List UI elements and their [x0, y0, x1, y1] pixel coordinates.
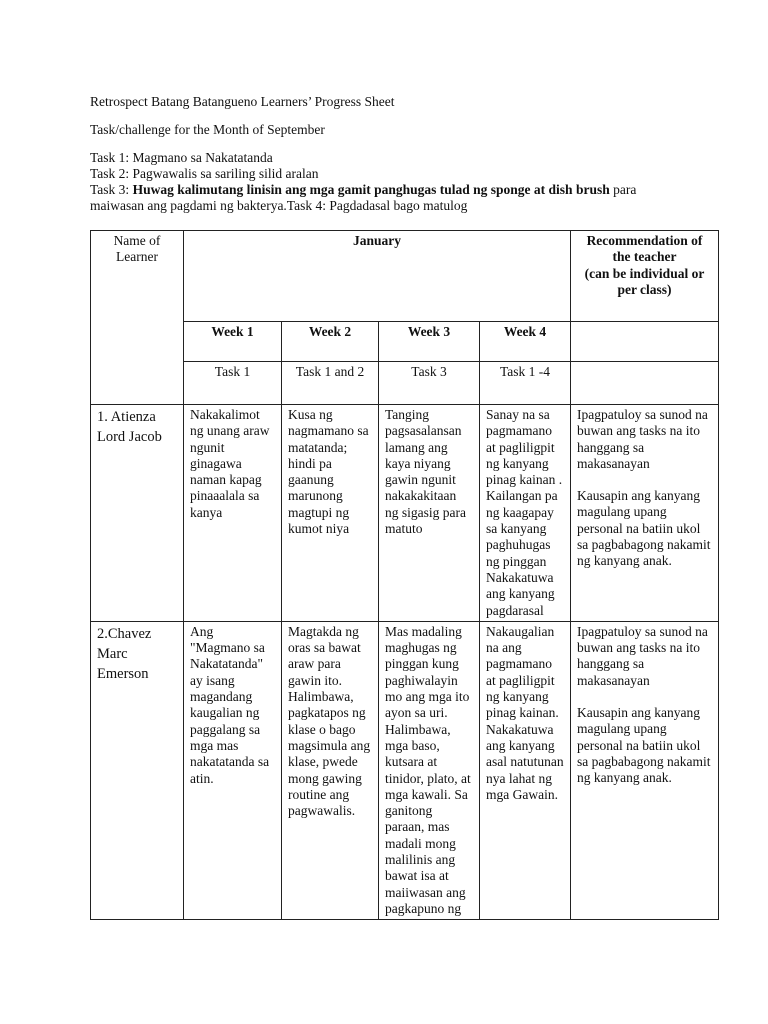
- week-1-task: Task 1: [184, 362, 282, 405]
- task-3-line: [90, 182, 636, 198]
- document-subtitle: Task/challenge for the Month of September: [90, 122, 325, 137]
- week-4-remark: Sanay na sa pagmamano at pagliligpit ng kanyang pinag kainan . Kailangan pa ng kaagapay sa kanyang paghuhugas ng pinggan Nakakatuwa ang kanyang pagdarasal: [480, 405, 571, 622]
- month-header: January: [184, 231, 571, 322]
- week-1-remark: Nakakalimot ng unang araw ngunit ginagawa naman kapag pinaaalala sa kanya: [184, 405, 282, 622]
- week-3-header: Week 3: [379, 322, 480, 362]
- week-4-remark: Nakaugalian na ang pagmamano at pagliligpit ng kanyang pinag kainan. Nakakatuwa ang kanyang asal natutunan nya lahat ng mga Gawain.: [480, 621, 571, 919]
- table-row: [91, 405, 719, 622]
- task-3-continuation-line: maiwasan ang pagdami ng bakterya.Task 4: Pagdadasal bago matulog: [90, 198, 468, 213]
- task-1-line: Task 1: Magmano sa Nakatatanda: [90, 150, 273, 165]
- week-2-remark: Magtakda ng oras sa bawat araw para gawin ito. Halimbawa, pagkatapos ng klase o bago magsimula ang klase, pwede mong gawing routine ang pagwawalis.: [282, 621, 379, 919]
- task-2-line: Task 2: Pagwawalis sa sariling silid aralan: [90, 166, 319, 181]
- recommendation-parent: Kausapin ang kanyang magulang upang personal na batiin ukol sa pagbabagong nakamit ng kanyang anak.: [577, 705, 711, 786]
- week-3-task: Task 3: [379, 362, 480, 405]
- week-3-remark: Tanging pagsasalansan lamang ang kaya niyang gawin ngunit nakakakitaan ng sigasig para matuto: [379, 405, 480, 622]
- learner-name: 2.Chavez Marc Emerson: [91, 621, 184, 919]
- recommendation-header-line2: (can be individual or per class): [584, 265, 705, 297]
- teacher-recommendation: [571, 621, 719, 919]
- table-header-row: [91, 231, 719, 322]
- week-1-remark: Ang "Magmano sa Nakatatanda" ay isang magandang kaugalian ng paggalang sa mga mas nakatatanda sa atin.: [184, 621, 282, 919]
- teacher-recommendation: [571, 405, 719, 622]
- week-3-remark: Mas madaling maghugas ng pinggan kung paghiwalayin mo ang mga ito ayon sa uri. Halimbawa, mga baso, kutsara at tinidor, plato, at mga kawali. Sa ganitong paraan, mas madali mong malilinis ang bawat isa at maiiwasan ang pagkapuno ng: [379, 621, 480, 919]
- week-4-header: Week 4: [480, 322, 571, 362]
- document-title: Retrospect Batang Batangueno Learners’ Progress Sheet: [90, 94, 395, 109]
- recommendation-continue: Ipagpatuloy sa sunod na buwan ang tasks na ito hanggang sa makasanayan: [577, 407, 708, 471]
- learner-name: 1. Atienza Lord Jacob: [91, 405, 184, 622]
- tasks-row: [91, 362, 719, 405]
- progress-table: [90, 230, 719, 920]
- week-2-task: Task 1 and 2: [282, 362, 379, 405]
- tasks-row-empty-cell: [571, 362, 719, 405]
- recommendation-parent: Kausapin ang kanyang magulang upang personal na batiin ukol sa pagbabagong nakamit ng kanyang anak.: [577, 488, 711, 569]
- task-3-prefix: Task 3:: [90, 182, 133, 197]
- weeks-row-empty-cell: [571, 322, 719, 362]
- week-1-header: Week 1: [184, 322, 282, 362]
- week-2-remark: Kusa ng nagmamano sa matatanda; hindi pa gaanung marunong magtupi ng kumot niya: [282, 405, 379, 622]
- name-of-learner-header: Name of Learner: [91, 231, 184, 405]
- week-2-header: Week 2: [282, 322, 379, 362]
- task-3-bold-text: Huwag kalimutang linisin ang mga gamit panghugas tulad ng sponge at dish brush: [132, 182, 610, 197]
- table-row: [91, 621, 719, 919]
- task-3-suffix: para: [609, 182, 637, 197]
- recommendation-header: [571, 231, 719, 322]
- recommendation-continue: Ipagpatuloy sa sunod na buwan ang tasks na ito hanggang sa makasanayan: [577, 623, 708, 688]
- week-4-task: Task 1 -4: [480, 362, 571, 405]
- weeks-row: [91, 322, 719, 362]
- recommendation-header-line1: Recommendation of the teacher: [586, 233, 703, 265]
